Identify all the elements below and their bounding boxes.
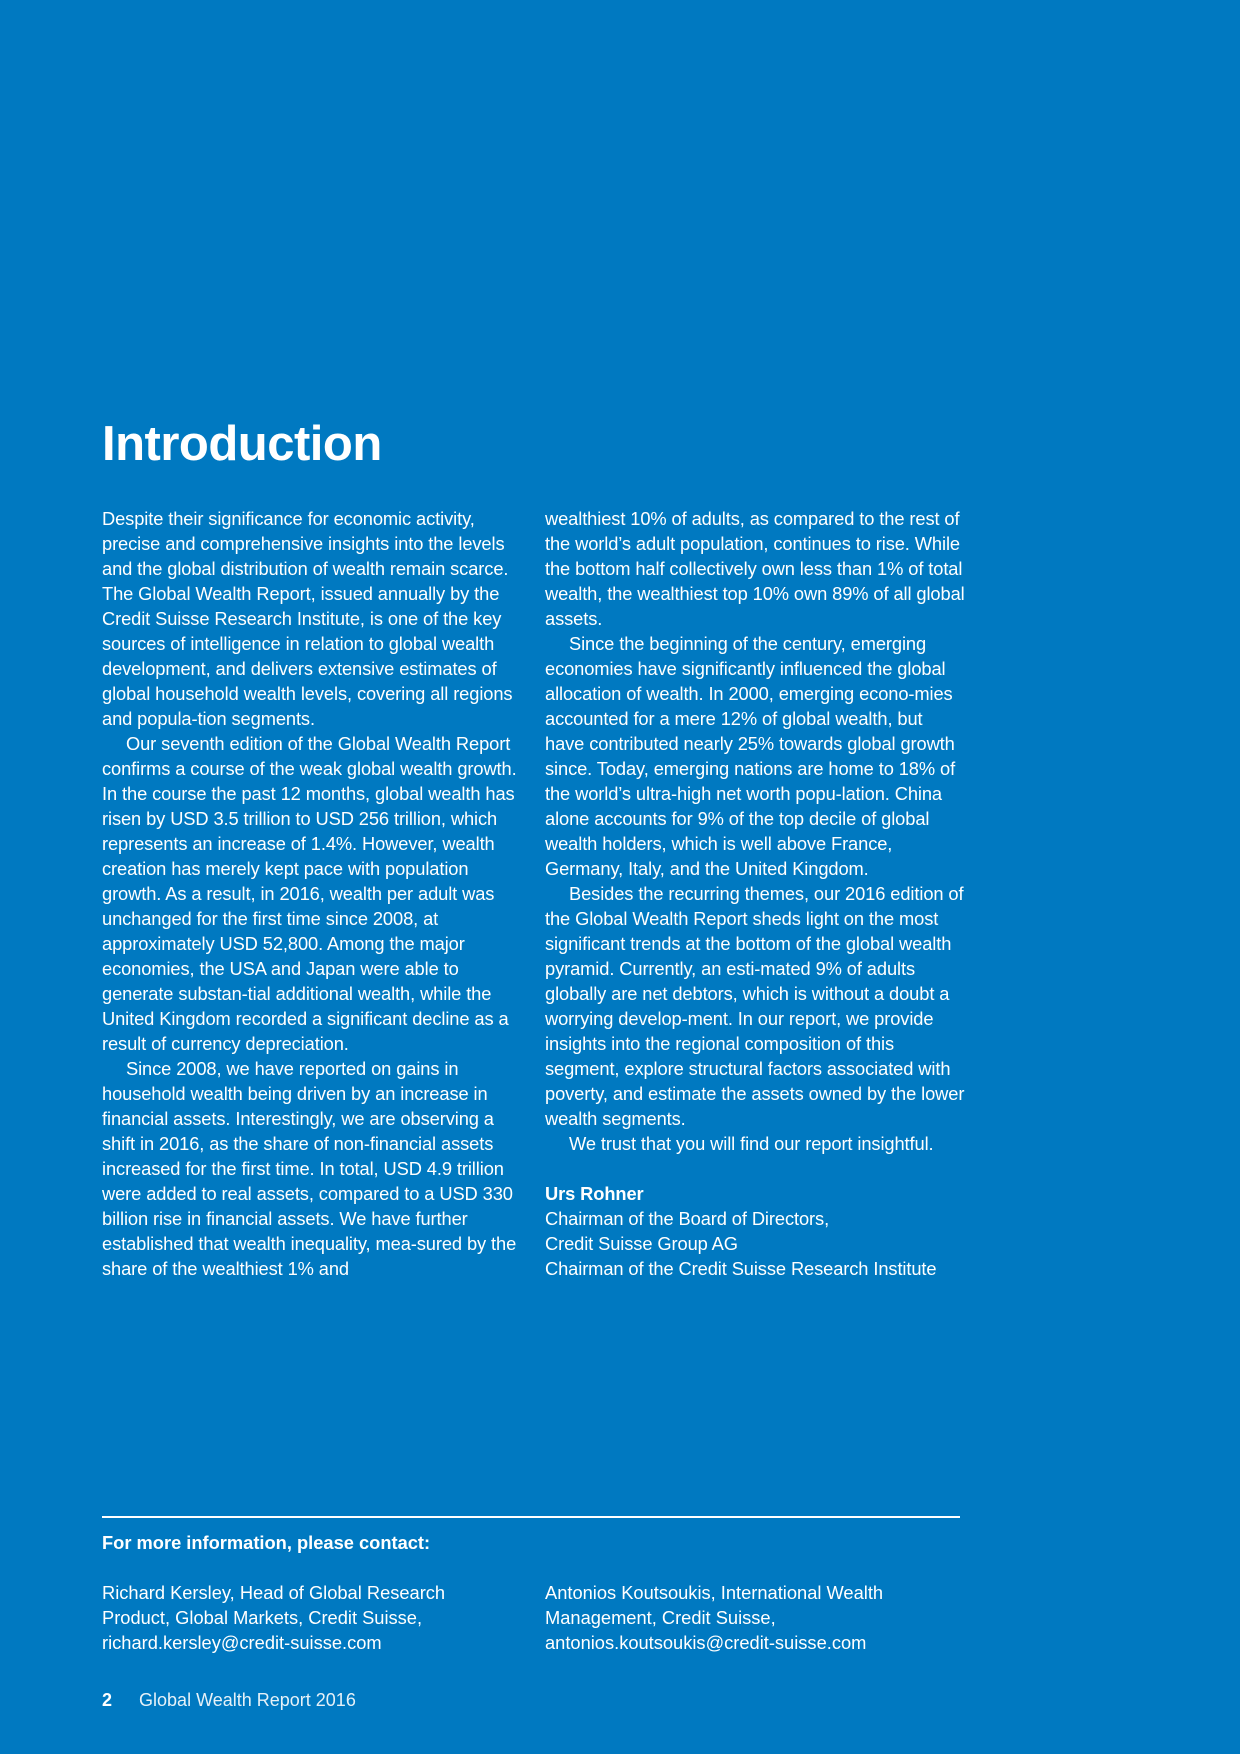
page-number: 2: [102, 1690, 113, 1710]
page-title: Introduction: [102, 417, 382, 471]
contact-email[interactable]: richard.kersley@credit-suisse.com: [102, 1632, 382, 1653]
body-paragraph: Besides the recurring themes, our 2016 edition of the Global Wealth Report sheds light on the most significant trends at the bottom of the global wealth pyramid. Currently, an esti-mated 9% of adults globally are net debtors, which is without a doubt a worrying develop-ment. In our report, we provide insights into the regional composition of this segment, explore structural factors associated with poverty, and estimate the assets owned by the lower wealth segments.: [545, 883, 965, 1129]
body-paragraph: Since 2008, we have reported on gains in household wealth being driven by an increase in financial assets. Interestingly, we are observing a shift in 2016, as the share of non-financial assets increased for the first time. In total, USD 4.9 trillion were added to real assets, compared to a USD 330 billion rise in financial assets. We have further established that wealth inequality, mea-sured by the share of the wealthiest 1% and: [102, 1058, 517, 1279]
contact-card-koutsoukis: [545, 1580, 945, 1655]
body-column-left: [102, 506, 520, 1281]
contact-line: Richard Kersley, Head of Global Research: [102, 1582, 446, 1603]
signatory-role: Chairman of the Credit Suisse Research Institute: [545, 1258, 937, 1279]
body-column-right: [545, 506, 965, 1281]
signature-block: [545, 1181, 965, 1281]
body-paragraph: wealthiest 10% of adults, as compared to the rest of the world’s adult population, continues to rise. While the bottom half collectively own less than 1% of total wealth, the wealthiest top 10% own 89% of all global assets.: [545, 508, 965, 629]
signatory-role: Chairman of the Board of Directors,: [545, 1208, 830, 1229]
contact-heading: For more information, please contact:: [102, 1532, 431, 1553]
report-name: Global Wealth Report 2016: [139, 1690, 356, 1710]
section-divider: [102, 1516, 960, 1518]
page-footer: [102, 1688, 356, 1712]
body-paragraph: Despite their significance for economic activity, precise and comprehensive insights into the levels and the global distribution of wealth remain scarce. The Global Wealth Report, issued annually by the Credit Suisse Research Institute, is one of the key sources of intelligence in relation to global wealth development, and delivers extensive estimates of global household wealth levels, covering all regions and popula-tion segments.: [102, 508, 513, 729]
contact-line: Product, Global Markets, Credit Suisse,: [102, 1607, 423, 1628]
contact-card-kersley: [102, 1580, 502, 1655]
contact-email[interactable]: antonios.koutsoukis@credit-suisse.com: [545, 1632, 867, 1653]
body-paragraph: Our seventh edition of the Global Wealth Report confirms a course of the weak global wealth growth. In the course the past 12 months, global wealth has risen by USD 3.5 trillion to USD 256 trillion, which represents an increase of 1.4%. However, wealth creation has merely kept pace with population growth. As a result, in 2016, wealth per adult was unchanged for the first time since 2008, at approximately USD 52,800. Among the major economies, the USA and Japan were able to generate substan-tial additional wealth, while the United Kingdom recorded a significant decline as a result of currency depreciation.: [102, 733, 517, 1054]
body-paragraph: Since the beginning of the century, emerging economies have significantly influenced the global allocation of wealth. In 2000, emerging econo-mies accounted for a mere 12% of global wealth, but have contributed nearly 25% towards global growth since. Today, emerging nations are home to 18% of the world’s ultra-high net worth popu-lation. China alone accounts for 9% of the top decile of global wealth holders, which is well above France, Germany, Italy, and the United Kingdom.: [545, 633, 956, 879]
body-paragraph: We trust that you will find our report insightful.: [569, 1133, 934, 1154]
contact-line: Management, Credit Suisse,: [545, 1607, 776, 1628]
signatory-name: Urs Rohner: [545, 1183, 644, 1204]
contact-line: Antonios Koutsoukis, International Wealth: [545, 1582, 884, 1603]
signatory-role: Credit Suisse Group AG: [545, 1233, 738, 1254]
